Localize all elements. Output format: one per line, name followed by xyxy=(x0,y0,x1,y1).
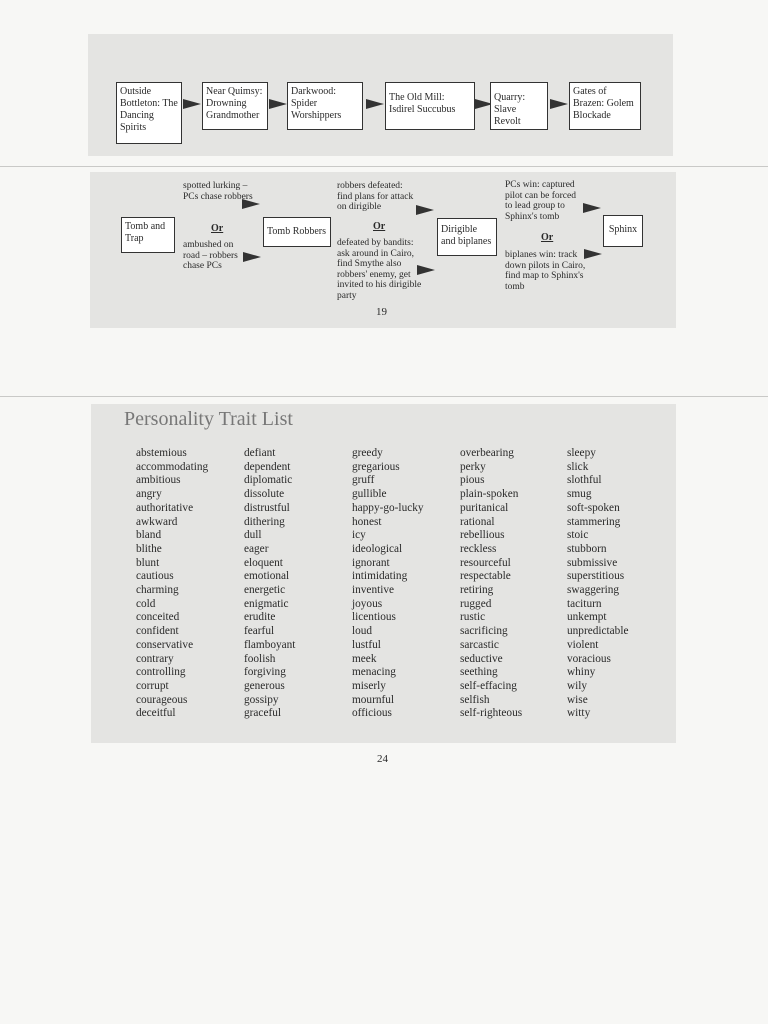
trait-item: accommodating xyxy=(136,460,209,473)
trait-item: rustic xyxy=(460,611,486,624)
trait-column-5 xyxy=(567,447,628,721)
flow-note-pcs-win: PCs win: captured pilot can be forced to lead group to Sphinx's tomb xyxy=(505,180,576,222)
trait-item: controlling xyxy=(136,666,186,679)
trait-item: abstemious xyxy=(136,447,187,459)
trait-item: retiring xyxy=(460,584,494,597)
flow-note-defeated-by-bandits: defeated by bandits: ask around in Cairo, find Smythe also robbers' enemy, get invited to his dirigible party xyxy=(337,238,422,301)
flow-box-darkwood: Darkwood: Spider Worshippers xyxy=(287,82,363,130)
trait-item: rational xyxy=(460,515,495,528)
trait-item: loud xyxy=(352,625,373,638)
trait-item: slothful xyxy=(567,474,602,487)
trait-item: distrustful xyxy=(244,501,290,514)
trait-item: resourceful xyxy=(460,556,511,569)
trait-item: stoic xyxy=(567,529,589,542)
trait-item: contrary xyxy=(136,652,174,665)
trait-item: cautious xyxy=(136,570,174,583)
trait-item: stammering xyxy=(567,515,621,528)
flow-arrow xyxy=(366,99,384,109)
trait-item: confident xyxy=(136,625,179,638)
trait-item: violent xyxy=(567,638,599,651)
trait-item: respectable xyxy=(460,570,511,583)
trait-item: graceful xyxy=(244,707,282,720)
flow-box-tomb-and-trap: Tomb and Trap xyxy=(121,217,175,253)
trait-item: perky xyxy=(460,460,486,473)
trait-list-title: Personality Trait List xyxy=(124,408,293,430)
flow-arrow xyxy=(583,203,601,213)
flow-arrow xyxy=(243,252,261,262)
flow-box-quarry: Quarry: Slave Revolt xyxy=(490,82,548,130)
flow-arrow xyxy=(242,199,260,209)
trait-item: gullible xyxy=(352,488,387,501)
trait-item: voracious xyxy=(567,652,611,665)
trait-item: sarcastic xyxy=(460,638,499,651)
trait-item: unkempt xyxy=(567,611,607,624)
trait-item: ambitious xyxy=(136,474,181,487)
trait-item: meek xyxy=(352,652,377,665)
trait-item: authoritative xyxy=(136,501,194,514)
trait-item: dissolute xyxy=(244,488,285,501)
trait-item: blunt xyxy=(136,556,160,569)
trait-item: puritanical xyxy=(460,501,509,514)
trait-item: defiant xyxy=(244,447,276,459)
trait-item: ignorant xyxy=(352,556,390,569)
flow-arrow xyxy=(269,99,287,109)
trait-item: greedy xyxy=(352,447,383,459)
flow-note-spotted-lurking: spotted lurking – PCs chase robbers xyxy=(183,181,253,202)
page-number-24: 24 xyxy=(377,753,388,765)
flow-box-outside-bottleton: Outside Bottleton: The Dancing Spirits xyxy=(116,82,182,144)
trait-item: erudite xyxy=(244,611,276,624)
page-divider xyxy=(0,166,768,167)
trait-item: overbearing xyxy=(460,447,514,459)
trait-item: seductive xyxy=(460,652,503,665)
flow-box-tomb-robbers: Tomb Robbers xyxy=(263,217,331,247)
trait-item: superstitious xyxy=(567,570,625,583)
trait-item: energetic xyxy=(244,584,286,597)
trait-item: stubborn xyxy=(567,542,607,555)
trait-item: sacrificing xyxy=(460,625,508,638)
flow-arrow xyxy=(584,249,602,259)
trait-item: dependent xyxy=(244,460,291,473)
flow-box-gates-of-brazen: Gates of Brazen: Golem Blockade xyxy=(569,82,641,130)
trait-item: diplomatic xyxy=(244,474,293,487)
flow-box-near-quimsy: Near Quimsy: Drowning Grandmother xyxy=(202,82,268,130)
trait-item: charming xyxy=(136,584,179,597)
trait-item: taciturn xyxy=(567,597,602,610)
trait-item: smug xyxy=(567,488,592,501)
trait-item: honest xyxy=(352,515,382,528)
page-number-19: 19 xyxy=(376,306,387,318)
flow-arrow xyxy=(183,99,201,109)
trait-item: mournful xyxy=(352,693,395,706)
trait-item: ideological xyxy=(352,542,403,555)
trait-item: foolish xyxy=(244,652,276,665)
trait-item: rugged xyxy=(460,597,492,610)
trait-item: happy-go-lucky xyxy=(352,501,424,514)
trait-item: self-righteous xyxy=(460,707,523,720)
trait-item: bland xyxy=(136,529,162,542)
flow-arrow xyxy=(416,205,434,215)
trait-item: enigmatic xyxy=(244,597,289,610)
flow-or-label: Or xyxy=(373,221,386,232)
trait-item: gruff xyxy=(352,474,375,487)
trait-item: wily xyxy=(567,679,588,692)
trait-item: conceited xyxy=(136,611,180,624)
trait-item: flamboyant xyxy=(244,638,296,651)
trait-item: dithering xyxy=(244,515,285,528)
trait-item: intimidating xyxy=(352,570,408,583)
trait-item: menacing xyxy=(352,666,396,679)
trait-item: slick xyxy=(567,460,589,473)
trait-item: courageous xyxy=(136,693,188,706)
trait-item: plain-spoken xyxy=(460,488,519,501)
trait-item: blithe xyxy=(136,542,162,555)
flow-or-label: Or xyxy=(541,232,554,243)
trait-item: dull xyxy=(244,529,262,542)
flow-or-label: Or xyxy=(211,223,224,234)
trait-item: soft-spoken xyxy=(567,501,620,514)
trait-item: deceitful xyxy=(136,707,176,720)
trait-item: gossipy xyxy=(244,693,279,706)
trait-item: wise xyxy=(567,693,588,706)
trait-item: seething xyxy=(460,666,498,679)
trait-item: self-effacing xyxy=(460,679,517,692)
flow-box-sphinx: Sphinx xyxy=(603,215,643,247)
trait-column-4 xyxy=(460,447,522,721)
flow-box-old-mill: The Old Mill: Isdirel Succubus xyxy=(385,82,475,130)
trait-item: conservative xyxy=(136,638,194,651)
trait-item: corrupt xyxy=(136,679,169,692)
trait-item: cold xyxy=(136,597,156,610)
flow-arrow xyxy=(550,99,568,109)
trait-item: gregarious xyxy=(352,460,400,473)
trait-item: officious xyxy=(352,707,392,720)
trait-item: lustful xyxy=(352,638,381,651)
trait-item: licentious xyxy=(352,611,396,624)
trait-item: sleepy xyxy=(567,447,596,459)
flow-arrow xyxy=(417,265,435,275)
flow-box-dirigible: Dirigible and biplanes xyxy=(437,218,497,256)
trait-item: icy xyxy=(352,529,366,542)
trait-item: miserly xyxy=(352,679,386,692)
trait-item: reckless xyxy=(460,542,497,555)
trait-column-1 xyxy=(136,447,208,721)
trait-item: swaggering xyxy=(567,584,620,597)
trait-item: rebellious xyxy=(460,529,505,542)
page-divider xyxy=(0,396,768,397)
trait-item: selfish xyxy=(460,693,490,706)
trait-item: inventive xyxy=(352,584,395,597)
trait-item: witty xyxy=(567,707,591,720)
trait-column-3 xyxy=(352,447,424,721)
flow-note-biplanes-win: biplanes win: track down pilots in Cairo, find map to Sphinx's tomb xyxy=(505,250,586,292)
trait-item: awkward xyxy=(136,515,178,528)
trait-item: forgiving xyxy=(244,666,286,679)
trait-item: emotional xyxy=(244,570,290,583)
trait-item: joyous xyxy=(352,597,383,610)
flow-note-robbers-defeated: robbers defeated: find plans for attack on dirigible xyxy=(337,181,414,212)
flow-note-ambushed: ambushed on road – robbers chase PCs xyxy=(183,240,238,271)
trait-item: angry xyxy=(136,488,162,501)
trait-item: generous xyxy=(244,679,285,692)
trait-item: submissive xyxy=(567,556,618,569)
trait-column-2 xyxy=(244,447,295,721)
trait-item: pious xyxy=(460,474,485,487)
trait-item: eager xyxy=(244,542,269,555)
trait-item: whiny xyxy=(567,666,596,679)
trait-item: eloquent xyxy=(244,556,283,569)
trait-item: fearful xyxy=(244,625,275,638)
trait-item: unpredictable xyxy=(567,625,629,638)
